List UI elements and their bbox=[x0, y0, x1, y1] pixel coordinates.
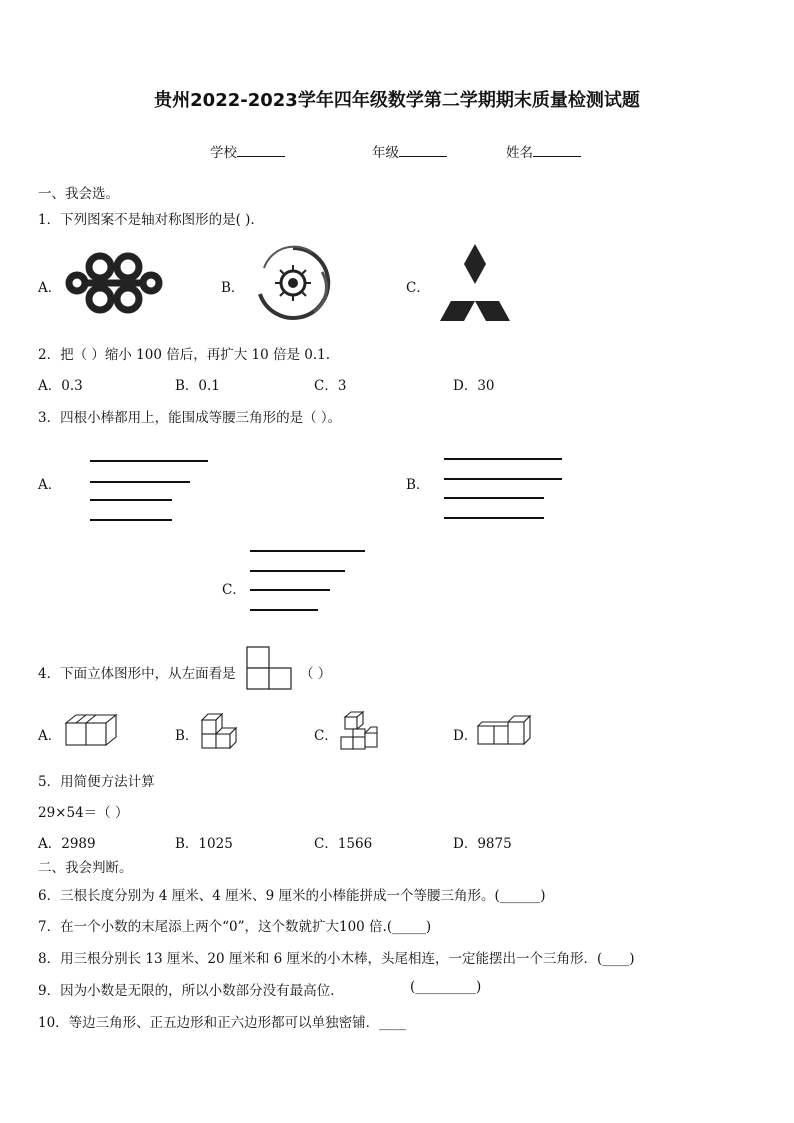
question-10: 10．等边三角形、正五边形和正六边形都可以单独密铺．____ bbox=[38, 1015, 407, 1031]
cube-stack-b-icon bbox=[200, 712, 244, 750]
question-9: 9．因为小数是无限的，所以小数部分没有最高位. bbox=[38, 983, 335, 999]
q2-option-b[interactable]: B．0.1 bbox=[175, 378, 220, 394]
stick-line bbox=[444, 497, 544, 499]
q3-option-c-label: C． bbox=[222, 582, 246, 598]
question-2: 2．把（ ）缩小 100 倍后，再扩大 10 倍是 0.1. bbox=[38, 347, 331, 363]
q3-option-b-label: B． bbox=[406, 477, 430, 493]
q5-option-c[interactable]: C．1566 bbox=[314, 836, 373, 852]
q3-option-a-label: A． bbox=[38, 477, 62, 493]
q5-option-d[interactable]: D．9875 bbox=[453, 836, 512, 852]
q4-option-d-label: D． bbox=[453, 728, 478, 744]
name-field: 姓名 bbox=[506, 141, 581, 161]
grade-field: 年级 bbox=[372, 141, 447, 161]
question-4: 4．下面立体图形中，从左面看是 bbox=[38, 666, 236, 682]
stick-line bbox=[444, 517, 544, 519]
stick-line bbox=[444, 478, 562, 480]
q4-answer-paren: （ ） bbox=[300, 666, 332, 682]
name-blank[interactable] bbox=[533, 144, 581, 157]
cube-stack-d-icon bbox=[476, 714, 534, 746]
q2-option-c[interactable]: C．3 bbox=[314, 378, 347, 394]
q2-option-d[interactable]: D．30 bbox=[453, 378, 495, 394]
stick-line bbox=[90, 519, 172, 521]
section-heading-1: 一、我会选。 bbox=[38, 186, 119, 202]
q4-option-b-label: B． bbox=[175, 728, 199, 744]
stick-line bbox=[250, 609, 318, 611]
stick-line bbox=[90, 499, 172, 501]
question-3: 3．四根小棒都用上，能围成等腰三角形的是（ ）。 bbox=[38, 410, 342, 426]
school-field: 学校 bbox=[210, 141, 285, 161]
stick-line bbox=[250, 570, 345, 572]
q9-answer-paren: (_________) bbox=[410, 979, 482, 995]
question-1: 1．下列图案不是轴对称图形的是( ). bbox=[38, 212, 255, 228]
q2-option-a[interactable]: A．0.3 bbox=[38, 378, 83, 394]
stick-line bbox=[444, 458, 562, 460]
stick-line bbox=[250, 550, 365, 552]
question-8: 8．用三根分别长 13 厘米、20 厘米和 6 厘米的小木棒，头尾相连，一定能摆出一个三角形．(____) bbox=[38, 951, 635, 967]
q4-option-a-label: A． bbox=[38, 728, 62, 744]
question-5: 5．用简便方法计算 bbox=[38, 774, 155, 790]
left-view-figure bbox=[245, 645, 293, 691]
stick-line bbox=[90, 460, 208, 462]
q1-option-c-label: C． bbox=[406, 280, 430, 296]
three-diamond-logo-icon bbox=[438, 244, 512, 322]
knot-pattern-icon bbox=[64, 245, 164, 321]
swirl-pattern-icon bbox=[252, 242, 334, 324]
q5-expression: 29×54＝（ ） bbox=[38, 805, 129, 821]
q1-option-a-label: A． bbox=[38, 280, 62, 296]
q4-option-c-label: C． bbox=[314, 728, 338, 744]
stick-line bbox=[90, 481, 190, 483]
q5-option-b[interactable]: B．1025 bbox=[175, 836, 233, 852]
q5-option-a[interactable]: A．2989 bbox=[38, 836, 96, 852]
section-heading-2: 二、我会判断。 bbox=[38, 860, 133, 876]
question-6: 6．三根长度分别为 4 厘米、4 厘米、9 厘米的小棒能拼成一个等腰三角形。(______) bbox=[38, 888, 546, 904]
cube-stack-c-icon bbox=[339, 711, 381, 751]
grade-blank[interactable] bbox=[399, 144, 447, 157]
page-title: 贵州2022-2023学年四年级数学第二学期期末质量检测试题 bbox=[154, 90, 640, 111]
question-7: 7．在一个小数的末尾添上两个“0”，这个数就扩大100 倍.(_____) bbox=[38, 919, 432, 935]
q1-option-b-label: B． bbox=[221, 280, 245, 296]
school-blank[interactable] bbox=[237, 144, 285, 157]
stick-line bbox=[250, 589, 330, 591]
cube-stack-a-icon bbox=[64, 711, 120, 749]
